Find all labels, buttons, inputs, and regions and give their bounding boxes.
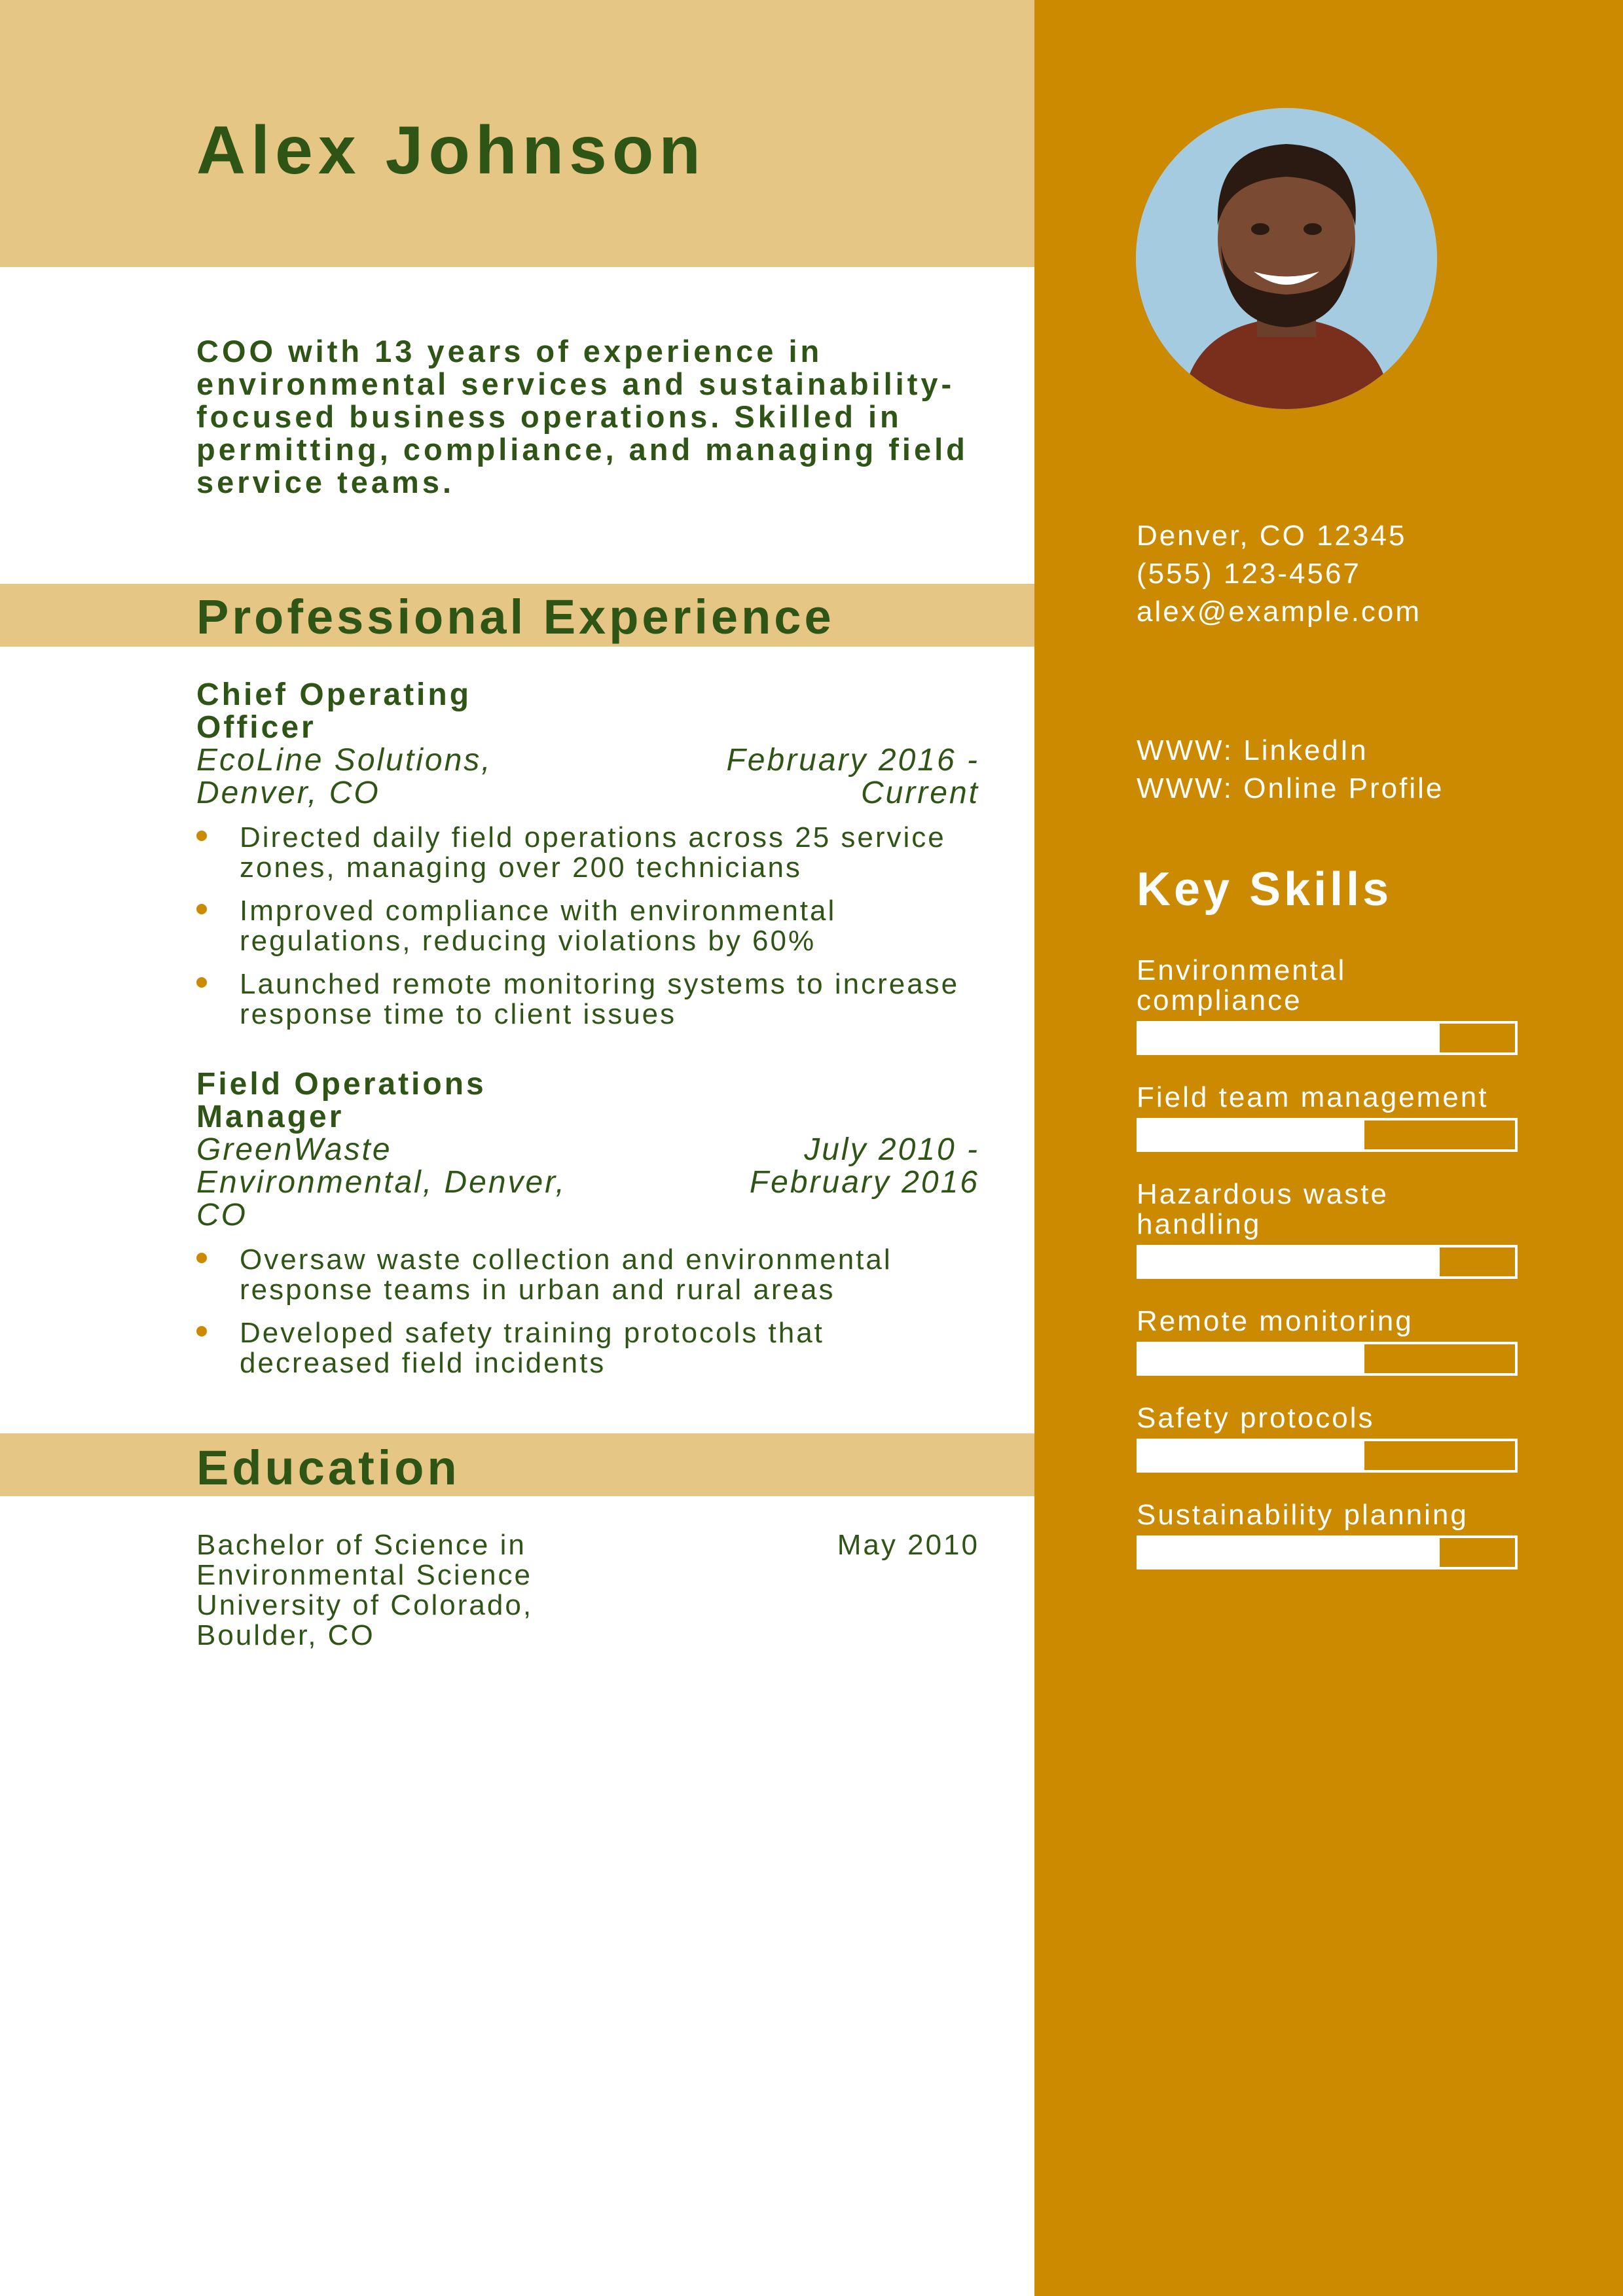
bullet-text: Oversaw waste collection and environmental response teams in urban and rural areas (240, 1244, 892, 1306)
skill-level-fill (1139, 1344, 1364, 1373)
skill-item (1137, 1500, 1523, 1570)
skill-item (1137, 1403, 1523, 1473)
summary: COO with 13 years of experience in environmental services and sustainability-focused business operations. Skilled in permitting, compliance, and managing field service teams. (196, 334, 968, 499)
skills-list (1137, 956, 1523, 1597)
bullet-item (196, 1245, 979, 1305)
bullet-text: Improved compliance with environmental regulations, reducing violations by 60% (240, 895, 837, 957)
job-meta (196, 744, 979, 810)
skill-level-fill (1139, 1247, 1440, 1276)
contact-address: Denver, CO 12345 (1137, 520, 1407, 552)
skill-level-fill (1139, 1538, 1440, 1567)
profile-photo (1136, 108, 1437, 409)
job-title: Field Operations Manager (196, 1067, 486, 1134)
skill-item (1137, 1179, 1523, 1279)
skill-level-fill (1139, 1441, 1364, 1470)
bullet-dot-icon (196, 977, 207, 988)
job-dates: July 2010 - February 2016 (749, 1132, 979, 1200)
linkedin-link[interactable]: WWW: LinkedIn (1137, 734, 1368, 766)
bullet-text: Directed daily field operations across 25 service zones, managing over 200 technicians (240, 821, 946, 884)
skill-level-bar (1137, 1245, 1518, 1279)
contact-phone: (555) 123-4567 (1137, 558, 1361, 590)
job-bullets (196, 1245, 979, 1378)
skill-level-bar (1137, 1535, 1518, 1570)
skill-level-bar (1137, 1439, 1518, 1473)
candidate-name: Alex Johnson (196, 113, 706, 188)
bullet-dot-icon (196, 1326, 207, 1336)
education-date: May 2010 (837, 1529, 979, 1561)
job-dates: February 2016 - Current (726, 743, 979, 810)
bullet-text: Launched remote monitoring systems to increase response time to client issues (240, 968, 960, 1030)
job-entry (196, 1068, 979, 1391)
bullet-dot-icon (196, 904, 207, 914)
skills-heading: Key Skills (1137, 863, 1393, 916)
experience-heading: Professional Experience (196, 590, 835, 644)
job-entry (196, 679, 979, 1043)
skill-name: Sustainability planning (1137, 1499, 1468, 1531)
skill-level-fill (1139, 1121, 1364, 1149)
skill-level-bar (1137, 1118, 1518, 1152)
skill-name: Hazardous waste handling (1137, 1178, 1389, 1240)
bullet-dot-icon (196, 1253, 207, 1263)
contact-block (1137, 517, 1556, 631)
bullet-text: Developed safety training protocols that decreased field incidents (240, 1317, 824, 1379)
education-heading: Education (196, 1441, 460, 1495)
skill-name: Safety protocols (1137, 1402, 1375, 1434)
skill-name: Field team management (1137, 1081, 1489, 1113)
skill-item (1137, 1306, 1523, 1376)
skill-level-fill (1139, 1024, 1440, 1052)
skill-name: Remote monitoring (1137, 1305, 1413, 1337)
skill-level-bar (1137, 1342, 1518, 1376)
job-company: GreenWaste Environmental, Denver, CO (196, 1132, 566, 1232)
education-section-band (0, 1433, 1034, 1496)
skill-item (1137, 1083, 1523, 1152)
job-bullets (196, 823, 979, 1030)
avatar-portrait-icon (1136, 108, 1437, 409)
education-degree: Bachelor of Science in Environmental Science (196, 1529, 533, 1591)
bullet-item (196, 896, 979, 956)
links-block (1137, 732, 1556, 808)
job-title: Chief Operating Officer (196, 677, 472, 745)
skill-name: Environmental compliance (1137, 954, 1347, 1016)
education-school: University of Colorado, Boulder, CO (196, 1589, 534, 1651)
bullet-item (196, 969, 979, 1030)
job-company: EcoLine Solutions, Denver, CO (196, 743, 492, 810)
bullet-item (196, 823, 979, 883)
online-profile-link[interactable]: WWW: Online Profile (1137, 772, 1444, 804)
job-meta (196, 1134, 979, 1232)
contact-email[interactable]: alex@example.com (1137, 596, 1422, 628)
bullet-item (196, 1318, 979, 1378)
skill-item (1137, 956, 1523, 1055)
skill-level-bar (1137, 1021, 1518, 1055)
bullet-dot-icon (196, 831, 207, 841)
education-entry (196, 1530, 979, 1651)
